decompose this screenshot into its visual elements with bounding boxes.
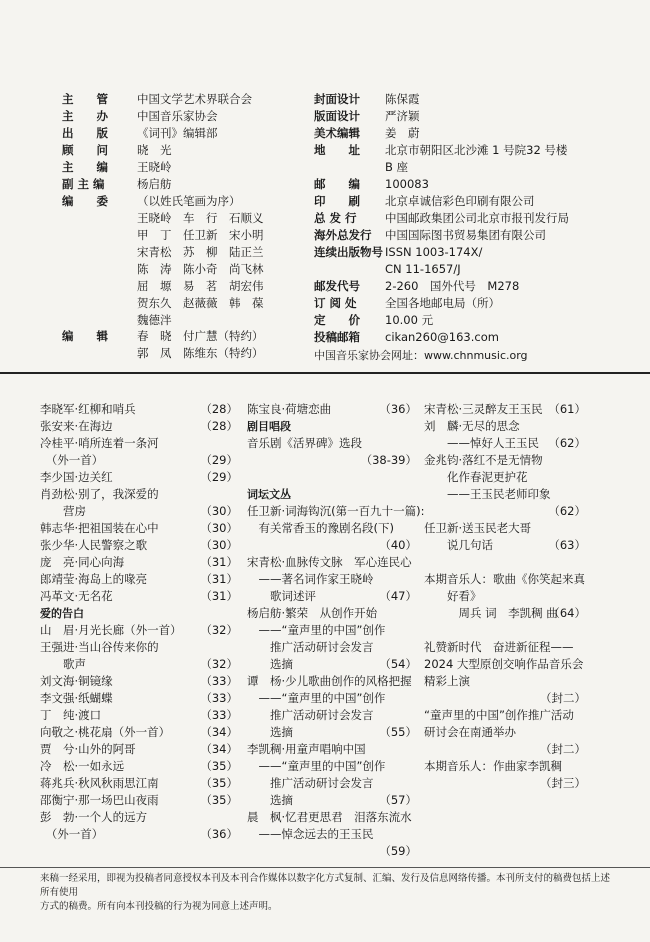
- toc-entry-title: ——王玉民老师印象: [424, 487, 551, 501]
- masthead-row: [314, 329, 614, 346]
- toc-entry: [424, 622, 586, 639]
- toc-entry-page: （封三）: [540, 776, 586, 790]
- editors-line-2: 郭 凤 陈维东（特约）: [137, 346, 264, 360]
- toc-entry: [247, 656, 417, 673]
- masthead-value: 北京卓诚信彩色印刷有限公司: [385, 194, 535, 208]
- toc-entry-title: 李少国·边关红: [40, 470, 113, 484]
- editorial-committee: [137, 210, 312, 329]
- toc-entry-page: （封二）: [540, 691, 586, 705]
- masthead-label: 订 阅 处: [314, 296, 357, 310]
- masthead-label: 主 管: [62, 92, 108, 106]
- toc-entry-title: 刘 麟·无尽的思念: [424, 419, 520, 433]
- toc-entry-title: 庞 亮·同心向海: [40, 555, 125, 569]
- toc-entry: [40, 724, 238, 741]
- toc-entry-title: 彭 勃·一个人的远方: [40, 810, 148, 824]
- toc-entry-title: 周兵 词 李凯稠 曲: [424, 606, 558, 620]
- toc-entry-title: 李晓军·红柳和哨兵: [40, 402, 136, 416]
- toc-entry-title: 蒋兆兵·秋风秋雨思江南: [40, 776, 159, 790]
- toc-entry: [424, 503, 586, 520]
- committee-row: 宋青松 苏 柳 陆正兰: [137, 245, 264, 259]
- toc-entry: [247, 741, 417, 758]
- toc-entry-title: 营房: [40, 504, 86, 518]
- toc-entry-page: （36）: [379, 402, 417, 416]
- toc-entry-title: 推广活动研讨会发言: [247, 776, 374, 790]
- toc-entry: [247, 520, 417, 537]
- committee-row: 王晓岭 车 行 石顺义: [137, 211, 264, 225]
- toc-entry-title: ——著名词作家王晓岭: [247, 572, 374, 586]
- toc-entry-page: （33）: [200, 708, 238, 722]
- toc-entry-page: （57）: [379, 793, 417, 807]
- toc-entry: [424, 758, 586, 775]
- toc-entry: [247, 775, 417, 792]
- toc-entry-title: 邵衡宁·那一场巴山夜雨: [40, 793, 159, 807]
- toc-entry: [40, 418, 238, 435]
- website-line: 中国音乐家协会网址：www.chnmusic.org: [314, 349, 528, 362]
- toc-entry-page: （34）: [200, 742, 238, 756]
- toc-entry: [424, 520, 586, 537]
- toc-entry: [247, 724, 417, 741]
- toc-entry: [247, 469, 417, 486]
- toc-entry-title: 王强进·当山谷传来你的: [40, 640, 159, 654]
- toc-entry: [40, 775, 238, 792]
- toc-entry-title: （外一首）: [40, 827, 104, 841]
- toc-section-heading: [40, 605, 238, 622]
- toc-entry-page: （40）: [379, 538, 417, 552]
- toc-entry: [247, 758, 417, 775]
- toc-entry-title: 冯革文·无名花: [40, 589, 113, 603]
- toc-entry-page: （38-39）: [360, 453, 417, 467]
- toc-entry-title: ——“童声里的中国”创作: [247, 691, 386, 705]
- toc-column-3: [424, 401, 586, 792]
- toc-entry: [247, 605, 417, 622]
- toc-entry: [247, 809, 417, 826]
- masthead-value: 晓 光: [137, 143, 172, 157]
- toc-entry: [424, 554, 586, 571]
- masthead-row: [314, 176, 614, 193]
- toc-entry-title: 歌词述评: [247, 589, 316, 603]
- masthead-value: 2-260 国外代号 M278: [385, 279, 520, 293]
- editors-block: [62, 328, 322, 362]
- masthead-value: 王晓岭: [137, 160, 172, 174]
- toc-entry-title: 歌声: [40, 657, 86, 671]
- toc-entry-title: 山 眉·月光长廊（外一首）: [40, 623, 182, 637]
- masthead-row: [314, 125, 614, 142]
- masthead-left: [62, 91, 302, 210]
- toc-entry: [424, 435, 586, 452]
- masthead-value: 杨启舫: [137, 177, 172, 191]
- toc-entry: [424, 605, 586, 622]
- toc-entry: [247, 639, 417, 656]
- toc-entry: [40, 571, 238, 588]
- toc-entry-page: （30）: [200, 521, 238, 535]
- toc-entry-page: （31）: [200, 589, 238, 603]
- toc-entry: [247, 401, 417, 418]
- toc-entry: [247, 707, 417, 724]
- toc-entry-title: 宋青松·三灵醉友王玉民: [424, 402, 543, 416]
- toc-entry-page: （35）: [200, 793, 238, 807]
- toc-entry-title: ——悼好人王玉民: [424, 436, 539, 450]
- toc-entry-page: （47）: [379, 589, 417, 603]
- toc-entry: [40, 690, 238, 707]
- toc-entry-title: 2024 大型原创交响作品音乐会: [424, 657, 584, 671]
- toc-entry-page: （62）: [548, 504, 586, 518]
- toc-entry-title: 金兆钧·落红不是无情物: [424, 453, 543, 467]
- masthead-row: [314, 108, 614, 125]
- toc-entry: [40, 503, 238, 520]
- masthead-label: 邮 编: [314, 177, 360, 191]
- masthead-right: [314, 91, 614, 346]
- masthead-value: 中国文学艺术界联合会: [137, 92, 252, 106]
- toc-entry: [247, 690, 417, 707]
- toc-entry-title: 词坛文丛: [247, 488, 291, 501]
- notice-line-2: 方式的稿费。所有向本刊投稿的行为视为同意上述声明。: [40, 901, 278, 912]
- toc-entry-page: （32）: [200, 623, 238, 637]
- toc-entry-title: 爱的告白: [40, 607, 84, 620]
- toc-entry-title: 好看》: [424, 589, 482, 603]
- masthead-row: [62, 142, 302, 159]
- masthead-label: 定 价: [314, 313, 360, 327]
- toc-entry: [40, 809, 238, 826]
- masthead-value: 中国邮政集团公司北京市报刊发行局: [385, 211, 569, 225]
- toc-entry: [424, 418, 586, 435]
- toc-entry-page: （29）: [200, 470, 238, 484]
- toc-entry: [424, 588, 586, 605]
- toc-entry-page: （63）: [548, 538, 586, 552]
- toc-entry: [40, 673, 238, 690]
- toc-entry: [424, 452, 586, 469]
- toc-entry: [424, 401, 586, 418]
- divider-bottom: [0, 867, 650, 868]
- toc-entry: [424, 486, 586, 503]
- toc-entry-title: 推广活动研讨会发言: [247, 640, 374, 654]
- masthead-value: 10.00 元: [385, 313, 434, 327]
- masthead-label: 美术编辑: [314, 126, 360, 140]
- masthead-row: [314, 142, 614, 159]
- toc-entry-title: 晨 枫·忆君更思君 泪落东流水: [247, 810, 412, 824]
- toc-entry: [247, 571, 417, 588]
- toc-entry: [40, 588, 238, 605]
- toc-entry-title: 冷 松·一如永远: [40, 759, 125, 773]
- masthead-label: 连续出版物号: [314, 245, 383, 259]
- masthead-label: 主 编: [62, 160, 108, 174]
- masthead-row: [314, 91, 614, 108]
- masthead-label: 海外总发行: [314, 228, 372, 242]
- masthead-label: 投稿邮箱: [314, 330, 360, 344]
- toc-entry-title: 张安来·在海边: [40, 419, 113, 433]
- toc-entry: [40, 639, 238, 656]
- toc-entry: [247, 554, 417, 571]
- toc-entry-page: （28）: [200, 402, 238, 416]
- masthead-value: （以姓氏笔画为序）: [137, 194, 241, 208]
- toc-entry-title: 音乐剧《活界碑》选段: [247, 436, 362, 450]
- toc-entry-title: 任卫新·送玉民老大哥: [424, 521, 532, 535]
- masthead-value: 中国音乐家协会: [137, 109, 218, 123]
- toc-entry-page: （61）: [548, 402, 586, 416]
- committee-row: 魏德泮: [137, 313, 172, 327]
- masthead-row: [314, 244, 614, 261]
- toc-entry: [247, 826, 417, 843]
- toc-entry: [40, 537, 238, 554]
- toc-entry-page: （31）: [200, 572, 238, 586]
- toc-entry-title: ——“童声里的中国”创作: [247, 759, 386, 773]
- toc-entry: [247, 435, 417, 452]
- toc-entry-title: 化作春泥更护花: [424, 470, 528, 484]
- toc-entry: [247, 673, 417, 690]
- toc-entry-title: 张少华·人民警察之歌: [40, 538, 148, 552]
- toc-entry: [40, 741, 238, 758]
- masthead-label: 出 版: [62, 126, 108, 140]
- masthead-row: [314, 261, 614, 278]
- toc-entry: [247, 622, 417, 639]
- toc-entry-title: 向敬之·桃花扇（外一首）: [40, 725, 171, 739]
- toc-entry-page: （59）: [379, 844, 417, 858]
- toc-entry: [424, 775, 586, 792]
- masthead-row: [62, 193, 302, 210]
- toc-entry: [424, 656, 586, 673]
- toc-entry-page: （33）: [200, 691, 238, 705]
- committee-row: 屈 塬 易 茗 胡宏伟: [137, 279, 264, 293]
- masthead-value: 《词刊》编辑部: [137, 126, 218, 140]
- toc-entry-title: 郎靖莹·海岛上的喙亮: [40, 572, 148, 586]
- toc-entry: [247, 792, 417, 809]
- notice-line-1: 来稿一经采用，即视为投稿者同意授权本刊及本刊合作媒体以数字化方式复制、汇编、发行及信息网络传播。本刊所支付的稿费包括上述所有使用: [40, 873, 611, 898]
- toc-entry: [424, 690, 586, 707]
- masthead-row: [62, 176, 302, 193]
- toc-entry-title: 陈宝良·荷塘恋曲: [247, 402, 332, 416]
- toc-entry-page: （35）: [200, 776, 238, 790]
- masthead-label: 封面设计: [314, 92, 360, 106]
- masthead-value: cikan260@163.com: [385, 330, 499, 344]
- masthead-value: B 座: [385, 160, 409, 174]
- masthead-label: 邮发代号: [314, 279, 360, 293]
- masthead-row: [62, 91, 302, 108]
- toc-entry-title: “童声里的中国”创作推广活动: [424, 708, 574, 722]
- toc-entry: [40, 469, 238, 486]
- toc-section-heading: [247, 486, 417, 503]
- toc-entry-page: （30）: [200, 504, 238, 518]
- toc-entry: [247, 588, 417, 605]
- toc-entry: [40, 554, 238, 571]
- toc-entry-page: （35）: [200, 759, 238, 773]
- masthead-value: 严济颖: [385, 109, 420, 123]
- toc-section-heading: [247, 418, 417, 435]
- toc-column-2: [247, 401, 425, 860]
- toc-entry: [247, 452, 417, 469]
- toc-entry-page: （31）: [200, 555, 238, 569]
- toc-entry: [247, 503, 425, 520]
- editors-label: 编 辑: [62, 329, 108, 343]
- toc-entry-title: 李凯稠·用童声唱响中国: [247, 742, 366, 756]
- masthead-row: [62, 125, 302, 142]
- toc-entry: [424, 639, 586, 656]
- masthead-row: [314, 295, 614, 312]
- toc-entry-page: （28）: [200, 419, 238, 433]
- toc-entry-title: 任卫新·词海钩沉(第一百九十一篇):: [247, 504, 425, 518]
- toc-entry-page: （36）: [200, 827, 238, 841]
- masthead-row: [314, 210, 614, 227]
- toc-entry-title: 说几句话: [424, 538, 493, 552]
- committee-row: 甲 丁 任卫新 宋小明: [137, 228, 264, 242]
- toc-entry: [40, 792, 238, 809]
- toc-entry-page: （64）: [548, 606, 586, 620]
- toc-entry-page: （62）: [548, 436, 586, 450]
- masthead-row: [314, 278, 614, 295]
- toc-entry-title: 韩志华·把祖国装在心中: [40, 521, 159, 535]
- toc-entry-page: （54）: [379, 657, 417, 671]
- toc-entry-title: 精彩上演: [424, 674, 470, 688]
- toc-entry: [40, 486, 238, 503]
- toc-entry-page: （34）: [200, 725, 238, 739]
- toc-entry: [40, 656, 238, 673]
- toc-column-1: [40, 401, 238, 843]
- toc-entry-title: 选摘: [247, 725, 293, 739]
- masthead-value: ISSN 1003-174X/: [385, 245, 483, 259]
- toc-entry: [424, 571, 586, 588]
- toc-entry-page: （封二）: [540, 742, 586, 756]
- committee-row: 贺东久 赵薇薇 韩 葆: [137, 296, 264, 310]
- committee-row: 陈 涛 陈小奇 尚飞林: [137, 262, 264, 276]
- toc-entry-title: 有关常香玉的豫剧名段(下): [247, 521, 394, 535]
- masthead-row: [314, 193, 614, 210]
- toc-entry: [40, 826, 238, 843]
- masthead-value: 北京市朝阳区北沙滩 1 号院32 号楼: [385, 143, 568, 157]
- toc-entry: [424, 673, 586, 690]
- toc-entry: [424, 469, 586, 486]
- masthead-value: CN 11-1657/J: [385, 262, 461, 276]
- toc-entry-title: 礼赞新时代 奋进新征程——: [424, 640, 574, 654]
- toc-entry: [247, 537, 417, 554]
- divider-top: [0, 372, 650, 374]
- masthead-row: [314, 227, 614, 244]
- toc-entry: [424, 537, 586, 554]
- toc-entry-title: 李文强·纸蝴蝶: [40, 691, 113, 705]
- toc-entry: [40, 452, 238, 469]
- toc-entry: [40, 622, 238, 639]
- masthead-value: 陈保霞: [385, 92, 420, 106]
- toc-entry-title: 贾 兮·山外的阿哥: [40, 742, 136, 756]
- toc-entry-title: 选摘: [247, 793, 293, 807]
- masthead-row: [314, 312, 614, 329]
- masthead-label: 副 主 编: [62, 177, 105, 191]
- toc-entry-title: 丁 纯·渡口: [40, 708, 102, 722]
- copyright-notice: [40, 872, 615, 914]
- masthead-label: 编 委: [62, 194, 108, 208]
- toc-entry: [40, 401, 238, 418]
- toc-entry-page: （55）: [379, 725, 417, 739]
- toc-entry-title: 研讨会在南通举办: [424, 725, 516, 739]
- toc-entry: [40, 758, 238, 775]
- masthead-row: [62, 159, 302, 176]
- masthead-label: 地 址: [314, 143, 360, 157]
- toc-entry: [424, 741, 586, 758]
- toc-entry-title: 肖劲松·别了，我深爱的: [40, 487, 159, 501]
- masthead-value: 中国国际图书贸易集团有限公司: [385, 228, 546, 242]
- toc-entry-title: 冷桂平·哨所连着一条河: [40, 436, 159, 450]
- toc-entry-title: 选摘: [247, 657, 293, 671]
- toc-entry-title: 刘文海·铜镜缘: [40, 674, 113, 688]
- toc-entry: [40, 520, 238, 537]
- toc-entry-title: 剧目唱段: [247, 420, 291, 433]
- masthead-label: 总 发 行: [314, 211, 357, 225]
- toc-entry-page: （33）: [200, 674, 238, 688]
- masthead-value: 全国各地邮电局（所）: [385, 296, 500, 310]
- masthead-row: [62, 108, 302, 125]
- toc-entry-title: （外一首）: [40, 453, 104, 467]
- toc-entry-title: 本期音乐人：歌曲《你笑起来真: [424, 572, 585, 586]
- toc-entry-page: （32）: [200, 657, 238, 671]
- toc-entry-title: 杨启舫·繁荣 从创作开始: [247, 606, 378, 620]
- toc-entry: [40, 707, 238, 724]
- toc-entry: [424, 724, 586, 741]
- toc-entry: [247, 843, 417, 860]
- toc-entry-page: （29）: [200, 453, 238, 467]
- toc-entry: [424, 707, 586, 724]
- toc-entry-page: （30）: [200, 538, 238, 552]
- masthead-label: 版面设计: [314, 109, 360, 123]
- toc-entry: [40, 435, 238, 452]
- masthead-value: 100083: [385, 177, 429, 191]
- masthead-value: 姜 蔚: [385, 126, 420, 140]
- toc-entry-title: ——“童声里的中国”创作: [247, 623, 386, 637]
- masthead-label: 印 刷: [314, 194, 360, 208]
- masthead-label: 顾 问: [62, 143, 108, 157]
- toc-entry-title: 本期音乐人：作曲家李凯稠: [424, 759, 562, 773]
- toc-entry-title: ——悼念远去的王玉民: [247, 827, 374, 841]
- masthead-row: [314, 159, 614, 176]
- toc-entry-title: 推广活动研讨会发言: [247, 708, 374, 722]
- editors-line-1: 春 晓 付广慧（特约）: [137, 329, 264, 343]
- toc-entry-title: 宋青松·血脉传文脉 军心连民心: [247, 555, 412, 569]
- masthead-label: 主 办: [62, 109, 108, 123]
- toc-entry-title: 谭 杨·少儿歌曲创作的风格把握: [247, 674, 412, 688]
